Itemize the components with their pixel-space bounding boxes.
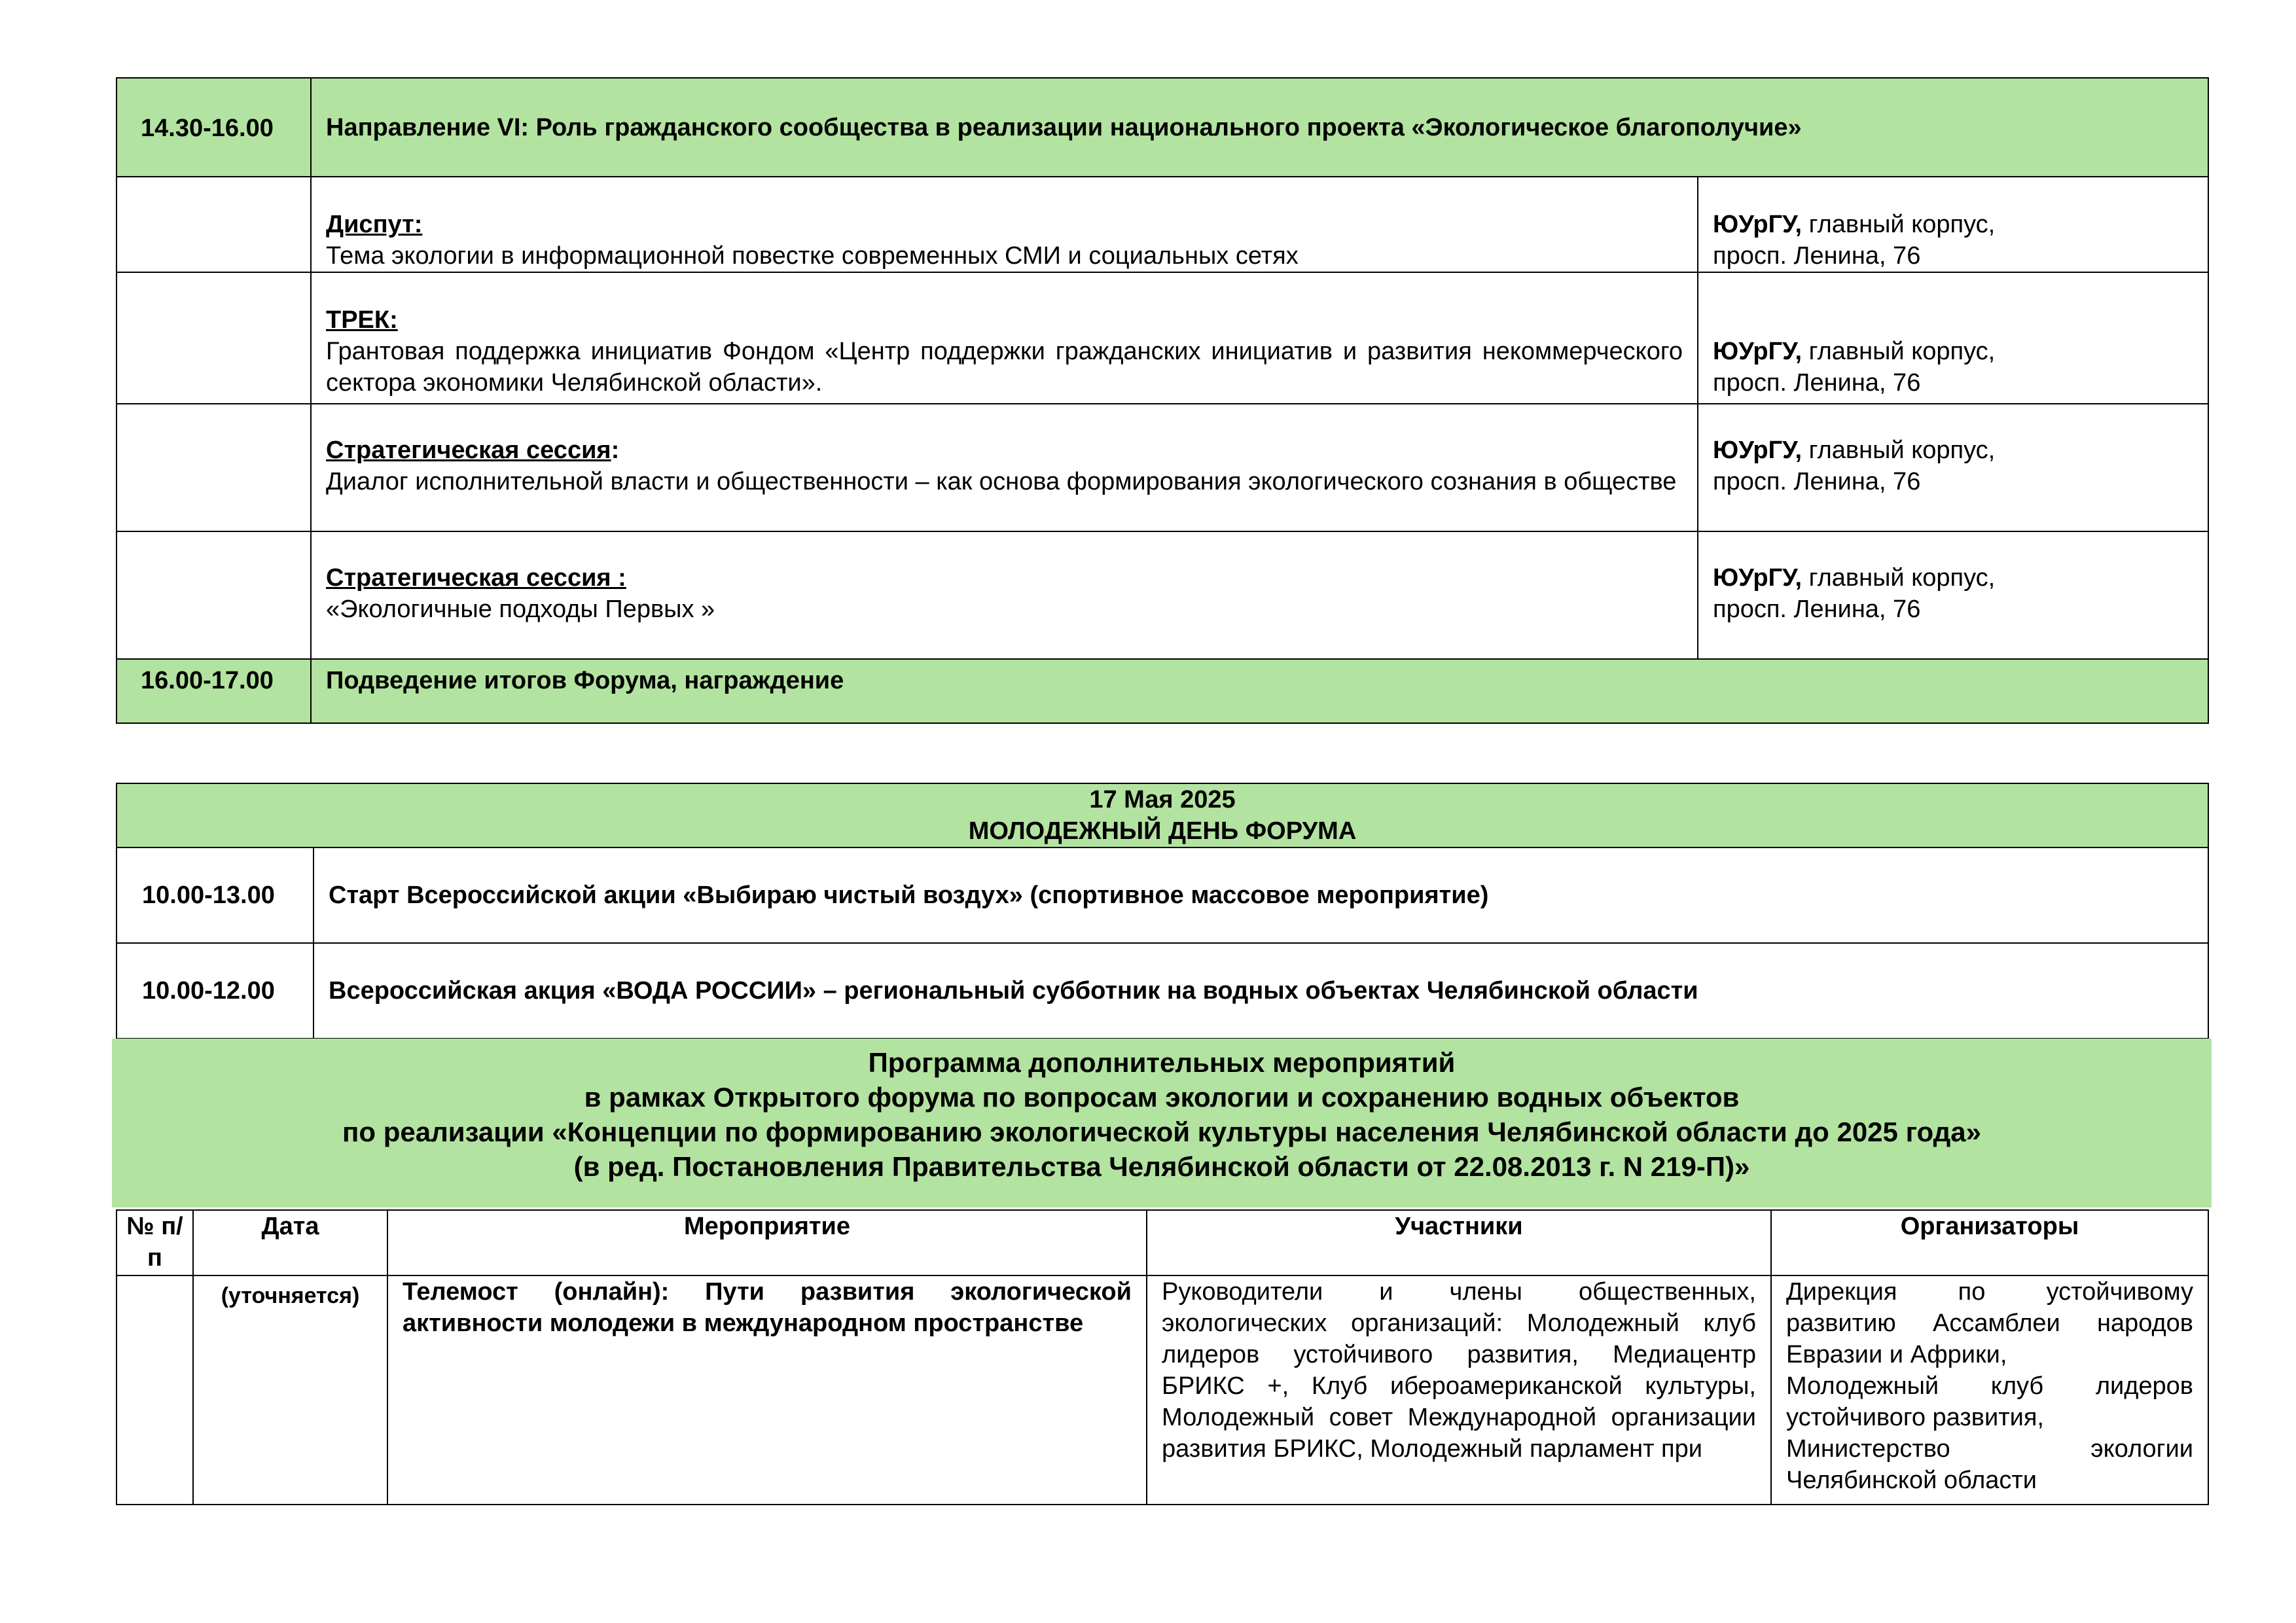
day-header xyxy=(117,783,2208,847)
venue-address: просп. Ленина, 76 xyxy=(1713,596,1921,623)
col-date-header: Дата xyxy=(193,1210,387,1275)
time-cell: 10.00-12.00 xyxy=(117,943,314,1039)
venue-address: просп. Ленина, 76 xyxy=(1713,242,1921,270)
venue-name: ЮУрГУ, xyxy=(1713,211,1803,238)
program-row xyxy=(117,1275,2208,1505)
venue-address: просп. Ленина, 76 xyxy=(1713,369,1921,397)
day-title: МОЛОДЕЖНЫЙ ДЕНЬ ФОРУМА xyxy=(968,817,1357,845)
event-row xyxy=(117,404,2208,531)
event-kind: Стратегическая сессия xyxy=(326,437,611,464)
row-participants: Руководители и члены общественных, экологических организаций: Молодежный клуб лидеров устойчивого развития, Медиацентр БРИКС +, Клуб ибероамериканской культуры, Молодежный совет Международной организации развития БРИКС, Молодежный парламент при xyxy=(1147,1275,1771,1505)
event-row xyxy=(117,847,2208,943)
row-organizers xyxy=(1771,1275,2208,1505)
col-participants-header: Участники xyxy=(1147,1210,1771,1275)
event-text: Грантовая поддержка инициатив Фондом «Центр поддержки гражданских инициатив и развития некоммерческого сектора экономики Челябинской области». xyxy=(326,338,1683,397)
event-cell xyxy=(311,272,1698,404)
venue-building: главный корпус, xyxy=(1802,211,1996,238)
venue-cell xyxy=(1698,404,2208,531)
event-text: «Экологичные подходы Первых » xyxy=(326,596,715,623)
direction-title: Направление VI: Роль гражданского сообщества в реализации национального проекта «Экологическое благополучие» xyxy=(311,78,2208,177)
organizer: Молодежный клуб лидеров устойчивого развития, xyxy=(1786,1372,2193,1431)
time-cell: 10.00-13.00 xyxy=(117,847,314,943)
organizer: Министерство экологии Челябинской области xyxy=(1786,1435,2193,1494)
empty-time-cell xyxy=(117,177,311,272)
event-cell xyxy=(311,177,1698,272)
day-header-row xyxy=(117,783,2208,847)
col-organizers-header: Организаторы xyxy=(1771,1210,2208,1275)
event-row xyxy=(117,943,2208,1039)
organizer: Дирекция по устойчивому развитию Ассамблеи народов Евразии и Африки, xyxy=(1786,1278,2193,1368)
event-kind: Стратегическая сессия : xyxy=(326,564,626,592)
event-title: Старт Всероссийской акции «Выбираю чистый воздух» (спортивное массовое мероприятие) xyxy=(314,847,2208,943)
row-event: Телемост (онлайн): Пути развития экологической активности молодежи в международном пространстве xyxy=(387,1275,1147,1505)
schedule-table-day2 xyxy=(116,783,2209,1039)
event-kind: ТРЕК: xyxy=(326,306,398,334)
event-kind: Диспут: xyxy=(326,211,423,238)
venue-name: ЮУрГУ, xyxy=(1713,437,1803,464)
event-row xyxy=(117,177,2208,272)
closing-row xyxy=(117,659,2208,723)
event-text: Диалог исполнительной власти и общественности – как основа формирования экологического сознания в обществе xyxy=(326,468,1677,495)
col-event-header: Мероприятие xyxy=(387,1210,1147,1275)
program-header-row xyxy=(117,1210,2208,1275)
row-date: (уточняется) xyxy=(193,1275,387,1505)
venue-cell xyxy=(1698,177,2208,272)
event-title: Всероссийская акция «ВОДА РОССИИ» – региональный субботник на водных объектах Челябинской области xyxy=(314,943,2208,1039)
row-num xyxy=(117,1275,193,1505)
schedule-table-day1 xyxy=(116,77,2209,724)
program-table xyxy=(116,1209,2209,1505)
time-cell: 14.30-16.00 xyxy=(117,78,311,177)
venue-name: ЮУрГУ, xyxy=(1713,564,1803,592)
event-cell xyxy=(311,531,1698,659)
col-num-header: № п/п xyxy=(117,1210,193,1275)
venue-name: ЮУрГУ, xyxy=(1713,338,1803,365)
event-kind-suffix: : xyxy=(611,437,620,464)
program-header-line: Программа дополнительных мероприятий xyxy=(868,1047,1456,1078)
event-cell xyxy=(311,404,1698,531)
empty-time-cell xyxy=(117,404,311,531)
event-text: Тема экологии в информационной повестке современных СМИ и социальных сетях xyxy=(326,242,1299,270)
venue-building: главный корпус, xyxy=(1802,564,1996,592)
closing-title: Подведение итогов Форума, награждение xyxy=(311,659,2208,723)
venue-cell xyxy=(1698,272,2208,404)
day-date: 17 Мая 2025 xyxy=(1089,786,1236,813)
empty-time-cell xyxy=(117,531,311,659)
event-row xyxy=(117,272,2208,404)
event-row xyxy=(117,531,2208,659)
time-cell: 16.00-17.00 xyxy=(117,659,311,723)
program-header xyxy=(112,1039,2212,1207)
program-header-line: по реализации «Концепции по формированию экологической культуры населения Челябинской области до 2025 года» xyxy=(342,1116,1981,1147)
direction-row xyxy=(117,78,2208,177)
empty-time-cell xyxy=(117,272,311,404)
venue-cell xyxy=(1698,531,2208,659)
program-header-line: в рамках Открытого форума по вопросам экологии и сохранению водных объектов xyxy=(584,1082,1740,1113)
venue-building: главный корпус, xyxy=(1802,338,1996,365)
venue-address: просп. Ленина, 76 xyxy=(1713,468,1921,495)
venue-building: главный корпус, xyxy=(1802,437,1996,464)
program-header-line: (в ред. Постановления Правительства Челябинской области от 22.08.2013 г. N 219-П)» xyxy=(573,1151,1750,1182)
